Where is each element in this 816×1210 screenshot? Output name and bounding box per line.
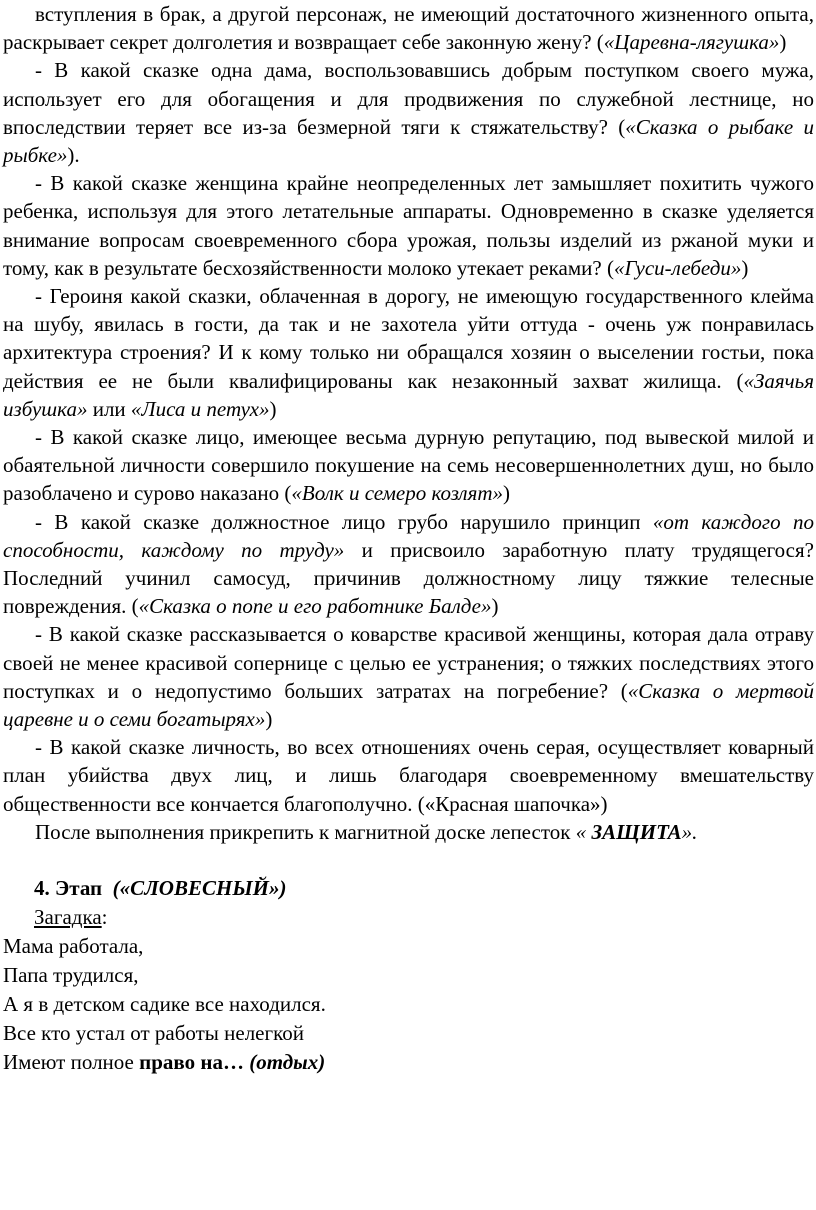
verse-last-text: Имеют полное [3,1050,140,1075]
paragraph-text: - В какой сказке женщина крайне неопределенных лет замышляет похитить чужого ребенка, используя для этого летательные аппараты. Одновременно в сказке уделяется внимание вопросам своевременного сбора урожая, пользы изделий из ржаной муки и тому, как в результате бесхозяйственности молоко утекает реками? ( [3,171,814,280]
verse-line: Папа трудился, [3,963,139,988]
riddle-label: Загадка [34,905,102,930]
paragraph-close: ). [67,143,80,168]
answer-text: «Заячья избушка» [3,368,814,421]
answer-text: «от каждого по способности, каждому по труду» [3,509,814,562]
paragraph-close: ) [503,481,511,506]
note-quote-open: « [575,819,592,844]
paragraph-6 [0,508,816,621]
answer-text-2: «Лиса и петух» [130,396,270,421]
paragraph-middle: или [87,396,131,421]
note-word: ЗАЩИТА [591,819,682,844]
verse-line: А я в детском садике все находился. [3,992,326,1017]
paragraph-close: ) [491,594,499,619]
paragraph-1 [0,0,816,56]
paragraph-3 [0,169,816,282]
paragraph-close: ) [779,30,787,55]
paragraph-text: - В какой сказке рассказывается о коварстве красивой женщины, которая дала отраву своей не менее красивой сопернице с целью ее устранения; о тяжких последствиях этого поступках и о недопустимо больших затратах на погребение? ( [3,622,814,703]
paragraph-text: вступления в брак, а другой персонаж, не имеющий достаточного жизненного опыта, раскрывает секрет долголетия и возвращает себе законную жену? ( [3,2,814,55]
verse-last-bold: право на… [139,1050,244,1075]
verse-last-line [0,1048,816,1077]
note-text: После выполнения прикрепить к магнитной доске лепесток [35,819,576,844]
spacer [0,846,816,874]
stage-name: («СЛОВЕСНЫЙ») [112,876,287,901]
riddle-answer: (отдых) [249,1050,326,1075]
paragraph-text: - В какой сказке лицо, имеющее весьма дурную репутацию, под вывеской милой и обаятельной личности совершило покушение на семь несовершеннолетних душ, но было разоблачено и сурово наказано ( [3,425,814,506]
paragraph-text: - В какой сказке личность, во всех отношениях очень серая, осуществляет коварный план убийства двух лиц, и лишь благодаря своевременному вмешательству общественности все кончается благополучно. («Красная шапочка») [3,735,814,816]
verse-line: Мама работала, [3,934,144,959]
paragraph-8 [0,733,816,818]
stage-heading [0,874,816,903]
paragraph-5 [0,423,816,508]
verse-line: Все кто устал от работы нелегкой [3,1021,304,1046]
paragraph-close: ) [265,707,273,732]
paragraph-middle: и присвоило заработную плату трудящегося? Последний учинил самосуд, причинив должностному лицу тяжкие телесные повреждения. ( [3,537,814,619]
answer-text: «Царевна-лягушка» [603,30,780,55]
note-quote-close: ». [681,819,698,844]
stage-number: 4. Этап [34,876,103,901]
answer-text: «Волк и семеро козлят» [291,481,504,506]
paragraph-4 [0,282,816,423]
riddle-colon: : [101,905,108,930]
paragraph-text: - Героиня какой сказки, облаченная в дорогу, не имеющую государственного клейма на шубу, явилась в гости, да так и не захотела уйти оттуда - очень уж понравилась архитектура строения? И к кому только ни обращался хозяин о выселении гостьи, пока действия ее не были квалифицированы как незаконный захват жилища. ( [3,284,814,393]
paragraph-2 [0,56,816,169]
paragraph-7 [0,620,816,733]
paragraph-close: ) [741,255,749,280]
riddle-heading [0,903,816,932]
answer-text: «Сказка о мертвой царевне и о семи богатырях» [3,678,814,732]
paragraph-close: ) [269,396,277,421]
paragraph-text: - В какой сказке должностное лицо грубо нарушило принцип [35,509,653,534]
answer-text: «Сказка о рыбаке и рыбке» [3,114,814,168]
after-completion-note [0,818,816,846]
paragraph-text: - В какой сказке одна дама, воспользовавшись добрым поступком своего мужа, использует его для обогащения и для продвижения по служебной лестнице, но впоследствии теряет все из-за безмерной тяги к стяжательству? ( [3,58,814,139]
answer-text-2: «Сказка о попе и его работнике Балде» [138,594,492,619]
answer-text: «Гуси-лебеди» [613,255,742,280]
